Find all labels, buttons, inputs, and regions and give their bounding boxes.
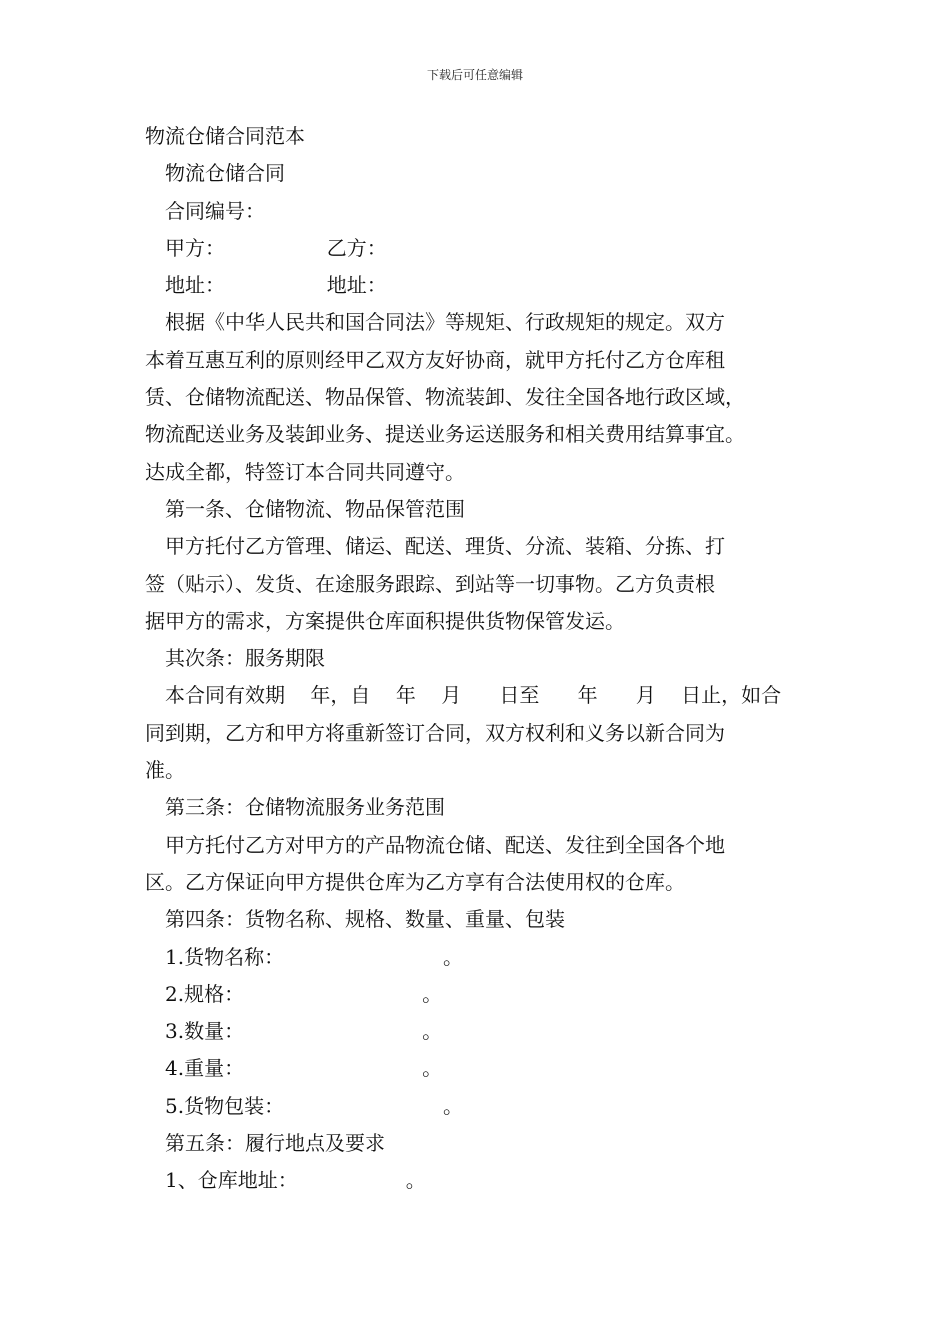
document-body — [145, 118, 817, 1200]
paragraph-line: 准。 — [145, 758, 185, 783]
list-item: 1.货物名称： 。 — [165, 944, 464, 969]
paragraph-line: 物流配送业务及装卸业务、提送业务运送服务和相关费用结算事宜。 — [145, 422, 745, 447]
paragraph-line: 甲方托付乙方管理、储运、配送、理货、分流、装箱、分拣、打 — [165, 534, 725, 559]
article-heading: 第一条、仓储物流、物品保管范围 — [165, 496, 465, 521]
article-heading: 其次条：服务期限 — [165, 646, 325, 671]
contract-name: 物流仓储合同 — [165, 161, 285, 186]
contract-number: 合同编号： — [165, 198, 265, 223]
list-item: 5.货物包装： 。 — [165, 1093, 464, 1118]
paragraph-line: 甲方托付乙方对甲方的产品物流仓储、配送、发往到全国各个地 — [165, 832, 725, 857]
paragraph-line: 本着互惠互利的原则经甲乙双方友好协商，就甲方托付乙方仓库租 — [145, 347, 725, 372]
paragraph-line: 签（贴示）、发货、在途服务跟踪、到站等一切事物。乙方负责根 — [145, 571, 715, 596]
paragraph-line: 据甲方的需求，方案提供仓库面积提供货物保管发运。 — [145, 608, 625, 633]
paragraph-line: 同到期，乙方和甲方将重新签订合同，双方权利和义务以新合同为 — [145, 720, 725, 745]
list-item: 3.数量： 。 — [165, 1019, 443, 1044]
paragraph-line: 根据《中华人民共和国合同法》等规矩、行政规矩的规定。双方 — [165, 310, 725, 335]
paragraph-line: 本合同有效期 年，自 年 月 日至 年 月 日止，如合 — [165, 683, 782, 708]
page-header: 下载后可任意编辑 — [426, 68, 523, 82]
document-title: 物流仓储合同范本 — [145, 124, 305, 148]
paragraph-line: 区。乙方保证向甲方提供仓库为乙方享有合法使用权的仓库。 — [145, 869, 685, 894]
article-heading: 第四条：货物名称、规格、数量、重量、包装 — [165, 907, 565, 932]
paragraph-line: 赁、仓储物流配送、物品保管、物流装卸、发往全国各地行政区域， — [145, 385, 745, 410]
list-item: 1、仓库地址： 。 — [165, 1168, 426, 1193]
list-item: 2.规格： 。 — [165, 981, 443, 1006]
list-item: 4.重量： 。 — [165, 1056, 443, 1081]
address-line: 地址： 地址： — [165, 273, 387, 298]
paragraph-line: 达成全都，特签订本合同共同遵守。 — [145, 459, 465, 484]
party-line: 甲方： 乙方： — [165, 235, 387, 260]
article-heading: 第三条：仓储物流服务业务范围 — [165, 795, 445, 820]
article-heading: 第五条：履行地点及要求 — [165, 1131, 385, 1156]
